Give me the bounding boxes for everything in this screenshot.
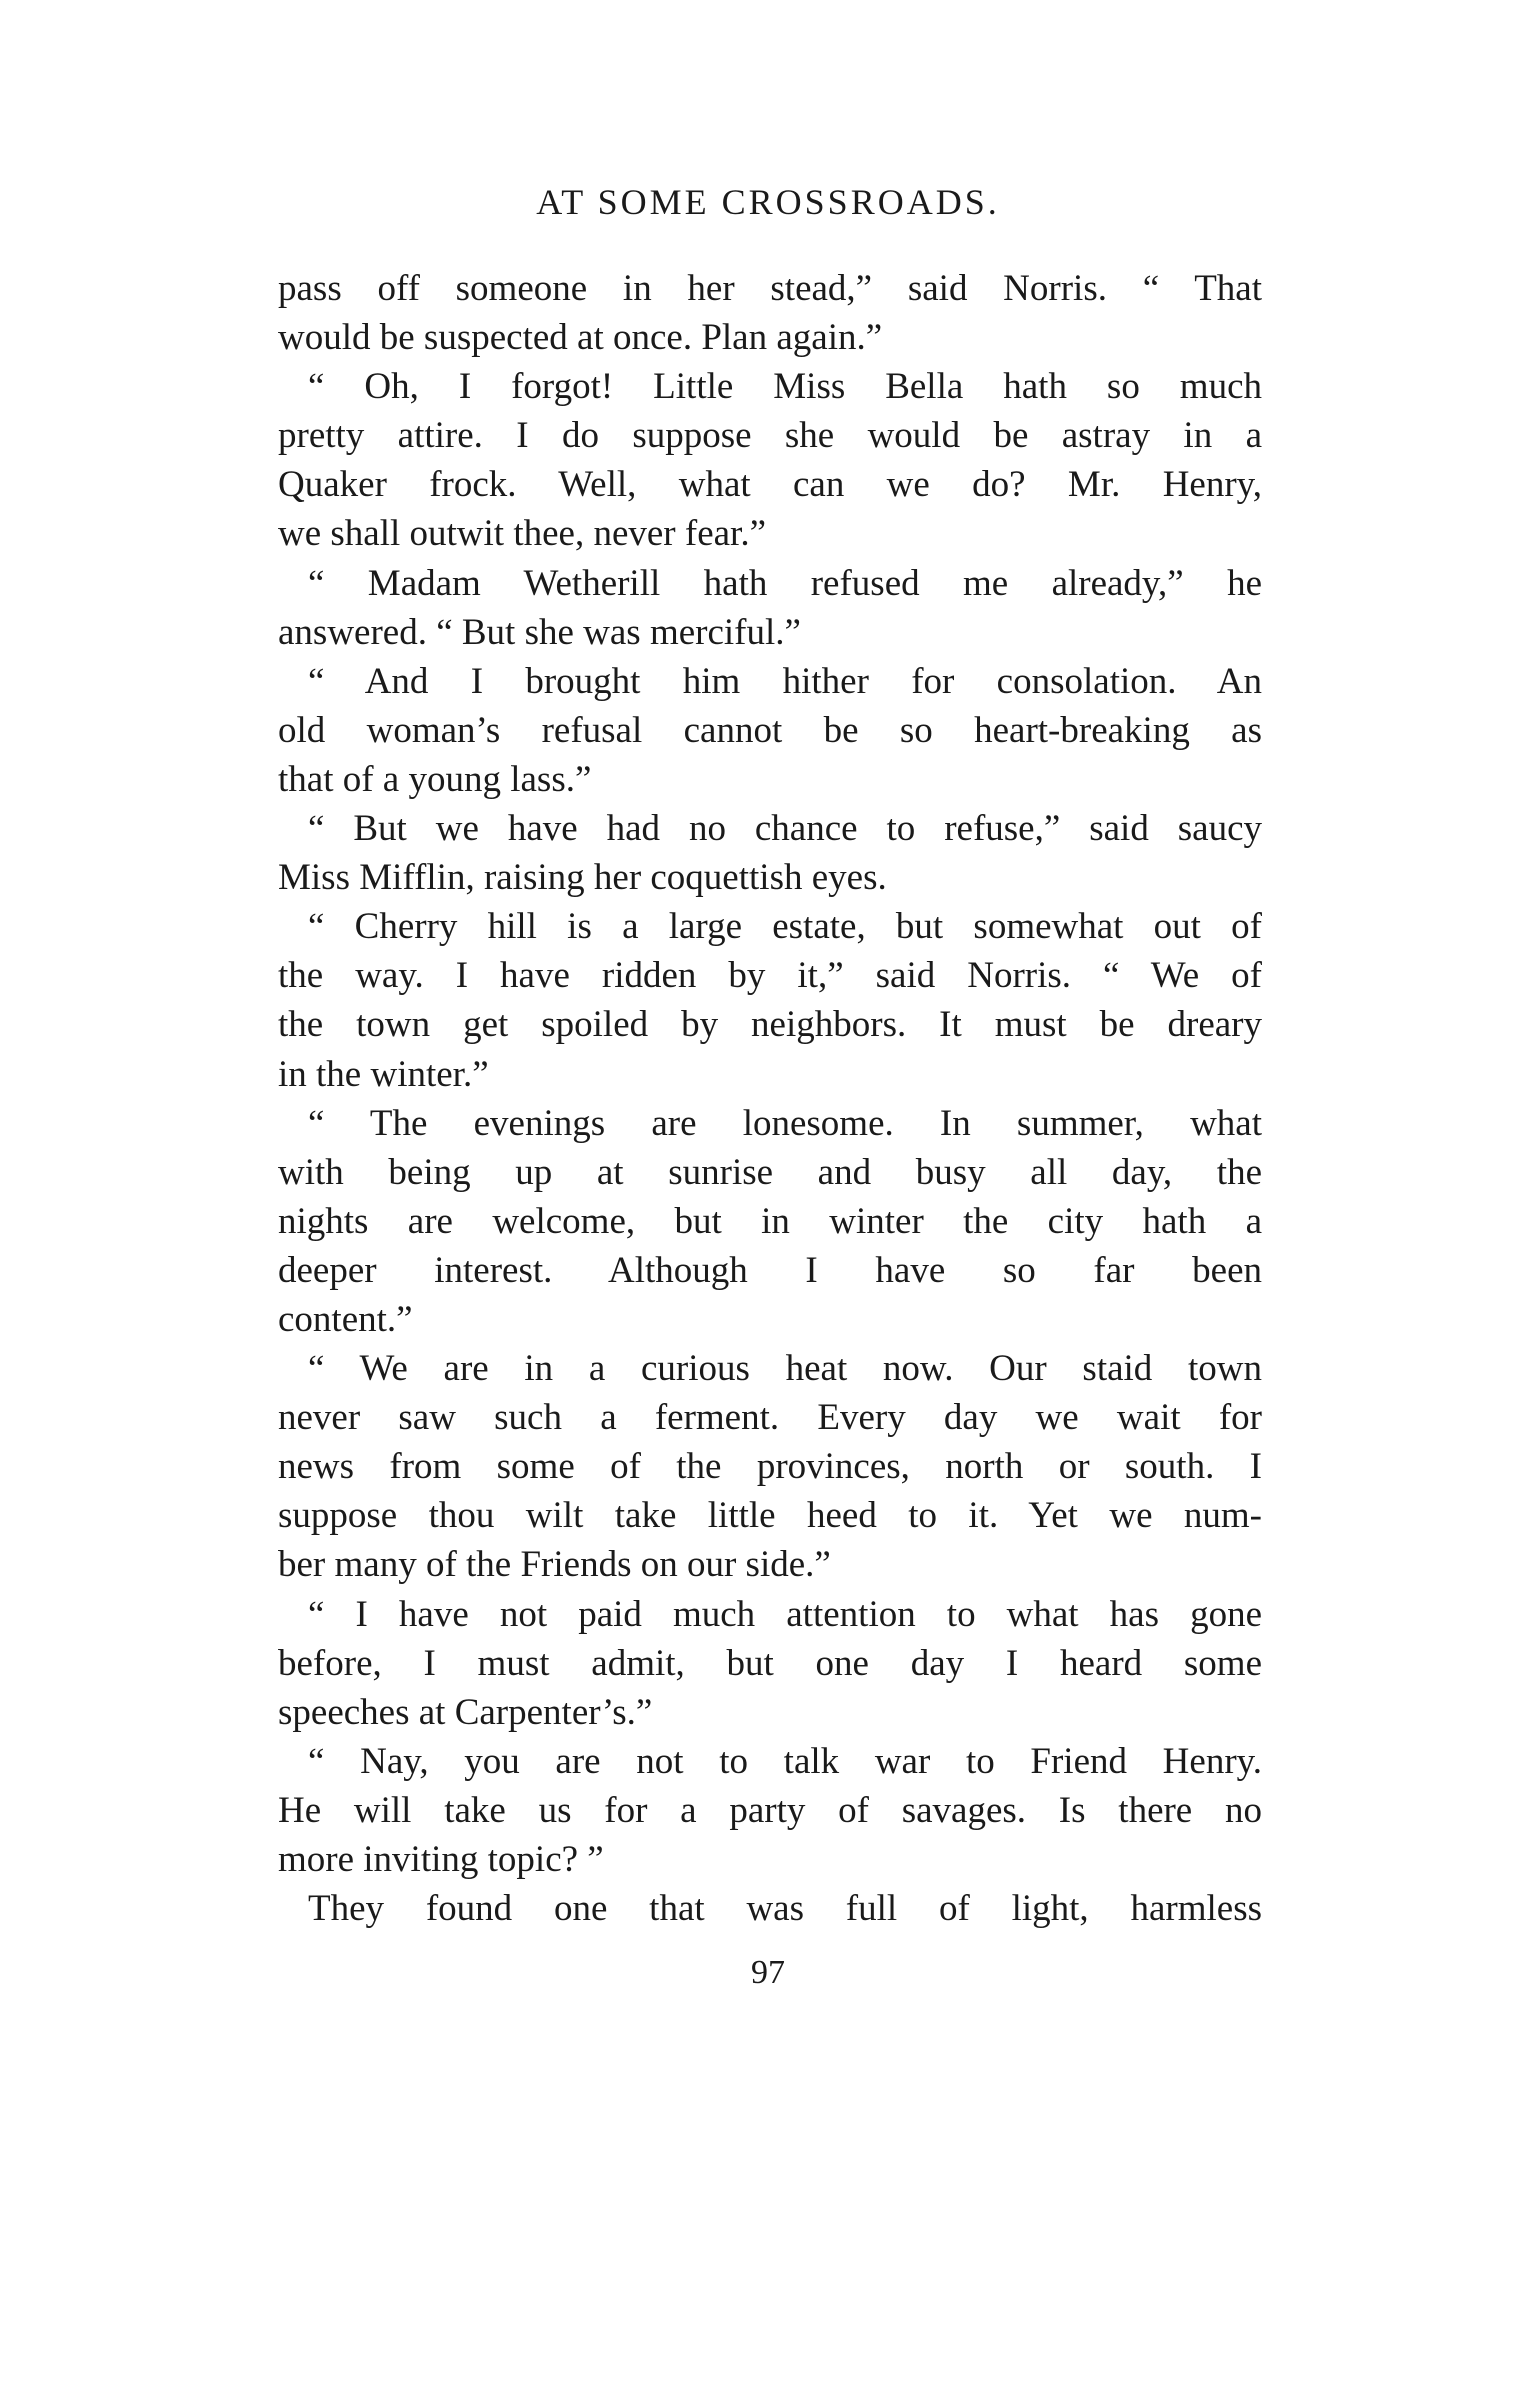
text-line: “ Oh, I forgot! Little Miss Bella hath so much [308,366,1262,408]
text-line: He will take us for a party of savages. Is there no [278,1789,1262,1831]
text-line: suppose thou wilt take little heed to it. Yet we num- [278,1495,1262,1537]
text-line: answered. “ But she was merciful.” [278,611,801,653]
text-line: would be suspected at once. Plan again.” [278,317,883,359]
text-line: Miss Mifflin, raising her coquettish eyes. [278,857,887,899]
page-number: 97 [751,1954,785,1991]
text-line: ber many of the Friends on our side.” [278,1544,831,1586]
text-line: nights are welcome, but in winter the city hath a [278,1200,1262,1242]
running-head: AT SOME CROSSROADS. [536,182,1000,222]
text-line: never saw such a ferment. Every day we wait for [278,1397,1262,1439]
text-line: content.” [278,1298,413,1340]
text-line: “ Nay, you are not to talk war to Friend Henry. [308,1740,1262,1782]
text-line: “ Cherry hill is a large estate, but somewhat out of [308,906,1262,948]
text-line: news from some of the provinces, north or south. I [278,1446,1262,1488]
text-line: Quaker frock. Well, what can we do? Mr. Henry, [278,464,1262,506]
text-line: the town get spoiled by neighbors. It must be dreary [278,1004,1262,1046]
text-line: “ But we have had no chance to refuse,” said saucy [308,808,1262,850]
body-text [278,264,1262,1933]
text-line: deeper interest. Although I have so far been [278,1249,1262,1291]
text-line: that of a young lass.” [278,758,592,800]
text-line: “ Madam Wetherill hath refused me already,” he [308,562,1262,604]
text-line: “ The evenings are lonesome. In summer, what [308,1102,1262,1144]
text-line: old woman’s refusal cannot be so heart-breaking as [278,709,1262,751]
text-line: “ I have not paid much attention to what has gone [308,1593,1262,1635]
text-line: “ And I brought him hither for consolation. An [308,660,1262,702]
text-line: pass off someone in her stead,” said Norris. “ That [278,268,1262,309]
text-line: pretty attire. I do suppose she would be astray in a [278,415,1262,457]
text-line: with being up at sunrise and busy all day, the [278,1151,1262,1193]
text-line: more inviting topic? ” [278,1839,604,1880]
text-line: the way. I have ridden by it,” said Norris. “ We of [278,955,1262,997]
text-line: “ We are in a curious heat now. Our staid town [308,1348,1262,1390]
text-line: we shall outwit thee, never fear.” [278,513,766,555]
text-line: They found one that was full of light, harmless [308,1888,1262,1930]
text-line: before, I must admit, but one day I heard some [278,1642,1262,1684]
text-line: in the winter.” [278,1053,489,1095]
text-line: speeches at Carpenter’s.” [278,1691,653,1733]
